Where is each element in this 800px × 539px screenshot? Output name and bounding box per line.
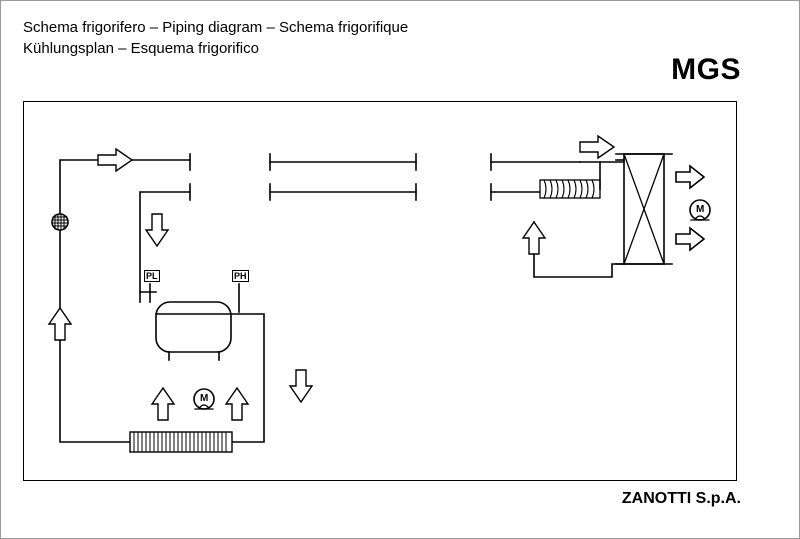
company-footer: ZANOTTI S.p.A. (621, 490, 741, 507)
flow-arrow-right-top (580, 136, 614, 158)
flow-arrow-discharge-down (290, 370, 312, 402)
flow-arrow-right-up (523, 222, 545, 254)
pressostat-low-label: PL (146, 271, 158, 281)
flow-arrow-top-left (98, 149, 132, 171)
evaporator-motor-label: M (200, 393, 209, 404)
diagram-frame (23, 101, 737, 481)
piping-diagram (24, 102, 738, 482)
filter-drier-icon (52, 214, 68, 230)
capillary-coil (540, 180, 600, 198)
line-discharge (231, 314, 264, 442)
flow-arrow-suction-down (146, 214, 168, 246)
evaporator-coil (130, 432, 232, 452)
title-line-2: Kühlungsplan – Esquema frigorifico (23, 40, 259, 57)
title-block (23, 17, 643, 59)
brand-logo: MGS (671, 53, 741, 86)
condenser-airflow-bottom (676, 228, 704, 250)
line-top-left (60, 160, 190, 222)
evap-air-arrow-right (226, 388, 248, 420)
condenser-motor-label: M (696, 204, 705, 215)
line-condenser-return (534, 222, 624, 277)
compressor-body (156, 302, 231, 352)
flow-arrow-left-up (49, 308, 71, 340)
line-left-riser (60, 222, 130, 442)
title-line-1: Schema frigorifero – Piping diagram – Schema frigorifique (23, 19, 409, 36)
pressostat-high-label: PH (234, 271, 247, 281)
evap-air-arrow-left (152, 388, 174, 420)
condenser-block (616, 154, 672, 264)
condenser-airflow-top (676, 166, 704, 188)
